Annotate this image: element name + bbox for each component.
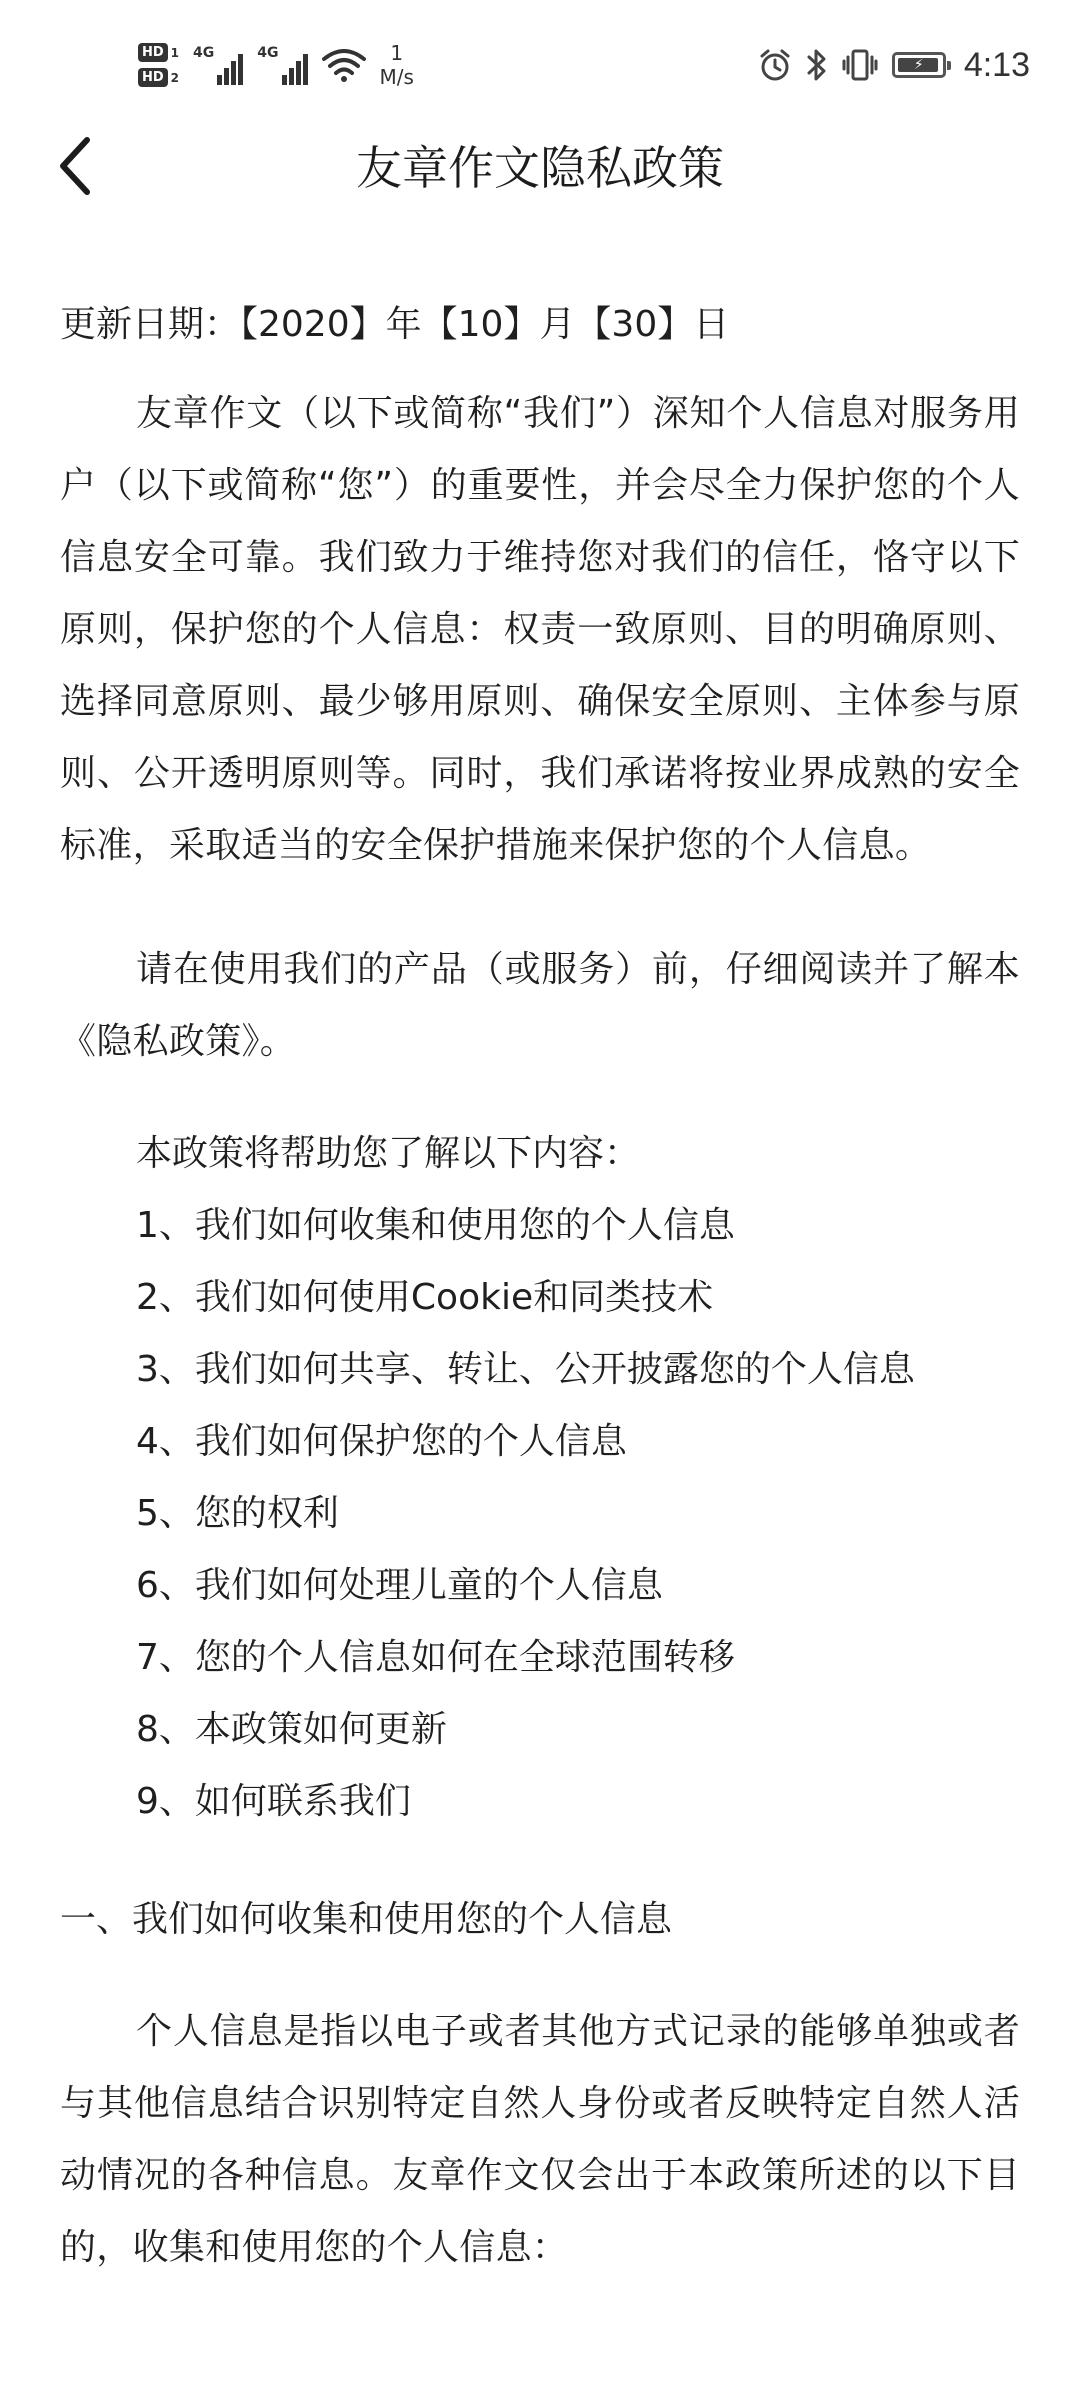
network-speed: 1 M/s	[379, 41, 414, 89]
toc-item: 1、我们如何收集和使用您的个人信息	[136, 1205, 735, 1246]
toc-item: 2、我们如何使用Cookie和同类技术	[136, 1277, 714, 1318]
update-date: 更新日期：【2020】年【10】月【30】日	[60, 304, 730, 345]
title-bar	[0, 120, 1080, 216]
section-heading: 一、我们如何收集和使用您的个人信息	[60, 1899, 673, 1940]
status-bar-right	[758, 40, 1030, 90]
sim1-hd-badge: HD 1	[138, 43, 179, 62]
sim2-hd-badge: HD 2	[138, 68, 179, 87]
toc-item: 3、我们如何共享、转让、公开披露您的个人信息	[136, 1349, 915, 1390]
toc-item: 8、本政策如何更新	[136, 1709, 447, 1750]
wifi-icon	[322, 48, 366, 82]
section-paragraph: 个人信息是指以电子或者其他方式记录的能够单独或者与其他信息结合识别特定自然人身份或者反映特定自然人活动情况的各种信息。友章作文仅会出于本政策所述的以下目的，收集和使用您的个人信息：	[60, 2011, 1020, 2268]
bluetooth-icon	[806, 47, 828, 83]
policy-content	[60, 216, 1020, 2284]
signal-strength-icon: 4G	[257, 45, 307, 85]
toc-item: 4、我们如何保护您的个人信息	[136, 1421, 627, 1462]
clock: 4:13	[963, 45, 1030, 84]
intro-paragraph: 友章作文（以下或简称“我们”）深知个人信息对服务用户（以下或简称“您”）的重要性，并会尽全力保护您的个人信息安全可靠。我们致力于维持您对我们的信任，恪守以下原则，保护您的个人信息：权责一致原则、目的明确原则、选择同意原则、最少够用原则、确保安全原则、主体参与原则、公开透明原则等。同时，我们承诺将按业界成熟的安全标准，采取适当的安全保护措施来保护您的个人信息。	[60, 393, 1020, 866]
signal-strength-icon: 4G	[193, 45, 243, 85]
toc-item: 5、您的权利	[136, 1493, 339, 1534]
hd-badges	[138, 43, 179, 87]
charging-bolt-icon: ⚡	[913, 57, 924, 73]
page-title: 友章作文隐私政策	[356, 141, 724, 195]
status-bar-left	[138, 30, 414, 100]
hd-icon: HD	[138, 43, 168, 62]
toc-item: 6、我们如何处理儿童的个人信息	[136, 1565, 663, 1606]
toc-heading: 本政策将帮助您了解以下内容：	[136, 1133, 641, 1174]
alarm-icon	[758, 48, 792, 82]
read-notice-paragraph: 请在使用我们的产品（或服务）前，仔细阅读并了解本《隐私政策》。	[60, 949, 1020, 1062]
toc-list	[60, 1190, 1020, 1838]
hd-icon: HD	[138, 68, 168, 87]
toc-item: 9、如何联系我们	[136, 1781, 411, 1822]
battery-icon	[892, 52, 946, 78]
vibrate-icon	[842, 47, 878, 83]
status-bar	[0, 0, 1080, 120]
toc-item: 7、您的个人信息如何在全球范围转移	[136, 1637, 735, 1678]
